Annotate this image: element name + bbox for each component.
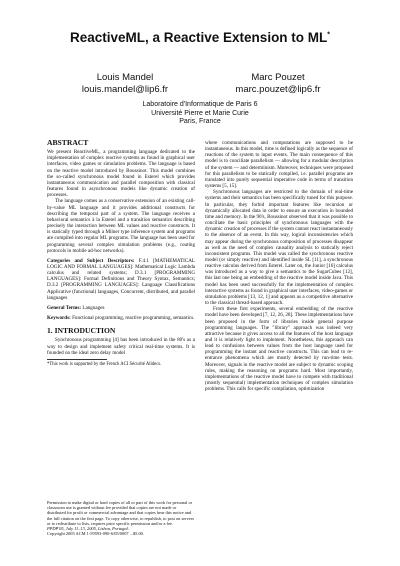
- keywords-label: Keywords:: [47, 315, 71, 322]
- author-name: Louis Mandel: [96, 72, 154, 83]
- affiliation-line: Université Pierre et Marie Curie: [151, 109, 249, 117]
- body-paragraph: Synchronous languages are restricted to the domain of real-time systems and their semantics has been specifically tuned for this purpose. In particular, they forbid important features like recursion or dynamically allocated data in order to ensure an execution in bounded time and memory. In the 90's, Boussinot observed that it was possible to conciliate the basic principles of synchronous languages with the dynamic creation of processes if the system cannot react instantaneously to the absence of an event. In this way, logical inconsistencies which may appear during the synchronous composition of processes disappear as well as the need of complex causality analysis to statically reject inconsistent programs. This model was called the synchronous reactive model (or simply reactive) and identified inside SL [11], a synchronous reactive calculus derived from Esterel. Later on, the Junior [16] calculus was introduced as a way to give a semantics to the SugarCubes [12], this last one being an embedding of the reactive model inside Java. This model has been used successfully for the implementation of complex interactive systems as found in graphical user interfaces, video-games or simulation problems [13, 12, 1] and appears as a competitive alternative to the classical thread-based approach.: [205, 189, 353, 307]
- right-column: [205, 140, 353, 392]
- keywords-text: Functional programming, reactive programming, semantics.: [72, 315, 195, 322]
- categories-text: F.4.1 [MATHEMATICAL LOGIC AND FORMAL LANGUAGES]: Mathematical Logic Lambda calculus and related systems; D.3.1 [PROGRAMMING LANGUAGES]: Formal Definitions and Theory Syntax, Semantics; D.3.2 [PROGRAMMING LANGUAGES]: Language Classifications Applicative (functional) languages, Concurrent, distributed, and parallel languages: [47, 257, 196, 301]
- keywords-section: [47, 315, 195, 321]
- author-email: louis.mandel@lip6.fr: [81, 84, 169, 95]
- paper-title: [0, 30, 400, 45]
- venue-line: PPDP'05, July 11–13, 2005, Lisbon, Portugal.: [47, 526, 129, 532]
- introduction-paragraph: Synchronous programming [4] has been introduced in the 80's as a way to design and implement safety critical real-time systems. It is founded on the ideal zero delay model: [47, 337, 195, 356]
- general-terms-label: General Terms:: [47, 304, 82, 311]
- author-block: [60, 72, 190, 96]
- affiliation-line: Paris, France: [179, 118, 221, 126]
- title-footnote-mark: *: [327, 31, 331, 39]
- copyright-line: Copyright 2005 ACM 1-59593-090-6/05/0007 ...$5.00.: [47, 531, 144, 537]
- categories-section: [47, 258, 195, 301]
- abstract-paragraph: We present ReactiveML, a programming language dedicated to the implementation of complex reactive systems as found in graphical user interfaces, video games or simulation problems. The language is based on the reactive model introduced by Boussinot. This model combines the so-called synchronous model found in Esterel which provides instantaneous communication and parallel composition with classical features found in asynchronous models like dynamic creation of processes.: [47, 149, 195, 199]
- permission-notice: Permission to make digital or hard copies of all or part of this work for personal or classroom use is granted without fee provided that copies are not made or distributed for profit or commercial advantage and that copies bear this notice and the full citation on the first page. To copy otherwise, to republish, to post on servers or to redistribute to lists, requires prior specific permission and/or a fee.: [47, 500, 194, 526]
- introduction-heading: 1. INTRODUCTION: [47, 326, 116, 336]
- author-email: marc.pouzet@lip6.fr: [235, 84, 321, 95]
- footnote: *This work is supported by the French ACI Sécurité Alidecs.: [47, 361, 162, 367]
- abstract-heading: ABSTRACT: [47, 138, 89, 147]
- affiliation-line: Laboratoire d'Informatique de Paris 6: [142, 101, 258, 108]
- footnote-rule: [47, 359, 107, 360]
- affiliation: [0, 101, 400, 127]
- categories-label: Categories and Subject Descriptors:: [47, 257, 135, 264]
- abstract-paragraph: The language comes as a conservative extension of an existing call-by-value ML language and it provides additional constructs for describing the temporal part of a system. The language receives a behavioral semantics à la Esterel and a transition semantics describing precisely the interaction between ML values and reactive constructs. It is statically typed through a Milner type inference system and programs are compiled into regular ML programs. The language has been used for programming several complex simulation problems (e.g., routing protocols in mobile ad-hoc networks).: [47, 198, 195, 254]
- body-paragraph: where communications and computations are supposed to be instantaneous. In this model, time is defined logically as the sequence of reactions of the system to input events. The main consequence of this model is to conciliate parallelism — allowing for a modular description of the system — and determinism. Moreover, techniques were proposed for this parallelism to be statically compiled, i.e. parallel programs are translated into purely sequential imperative code in terms of transition systems [5, 15].: [205, 140, 353, 190]
- permission-block: [47, 500, 195, 536]
- general-terms-text: Languages: [82, 304, 105, 311]
- author-name: Marc Pouzet: [251, 72, 305, 83]
- author-block: [213, 72, 343, 96]
- body-paragraph: From these first experiments, several embedding of the reactive model have been developed [7, 12, 26, 28]. These implementations have been proposed in the form of libraries inside general purpose programming languages. The "library" approach was indeed very attractive because it gives access to all the features of the host language and it is relatively light to implement. Nonetheless, this approach can lead to confusions between values from the host language used for programming the instant and reactive constructs. This can lead to re-entrance phenomena which are mostly detected by run-time tests. Moreover, signals in the reactive model are subject to dynamic scoping rules, making the reasoning on programs hard. Most importantly, implementations of the reactive model have to compete with traditional (mostly sequential) implementation techniques of complex simulation problems. This calls for specific compilation, optimization: [205, 306, 353, 393]
- title-text: ReactiveML, a Reactive Extension to ML: [69, 30, 328, 45]
- left-column: [47, 140, 195, 368]
